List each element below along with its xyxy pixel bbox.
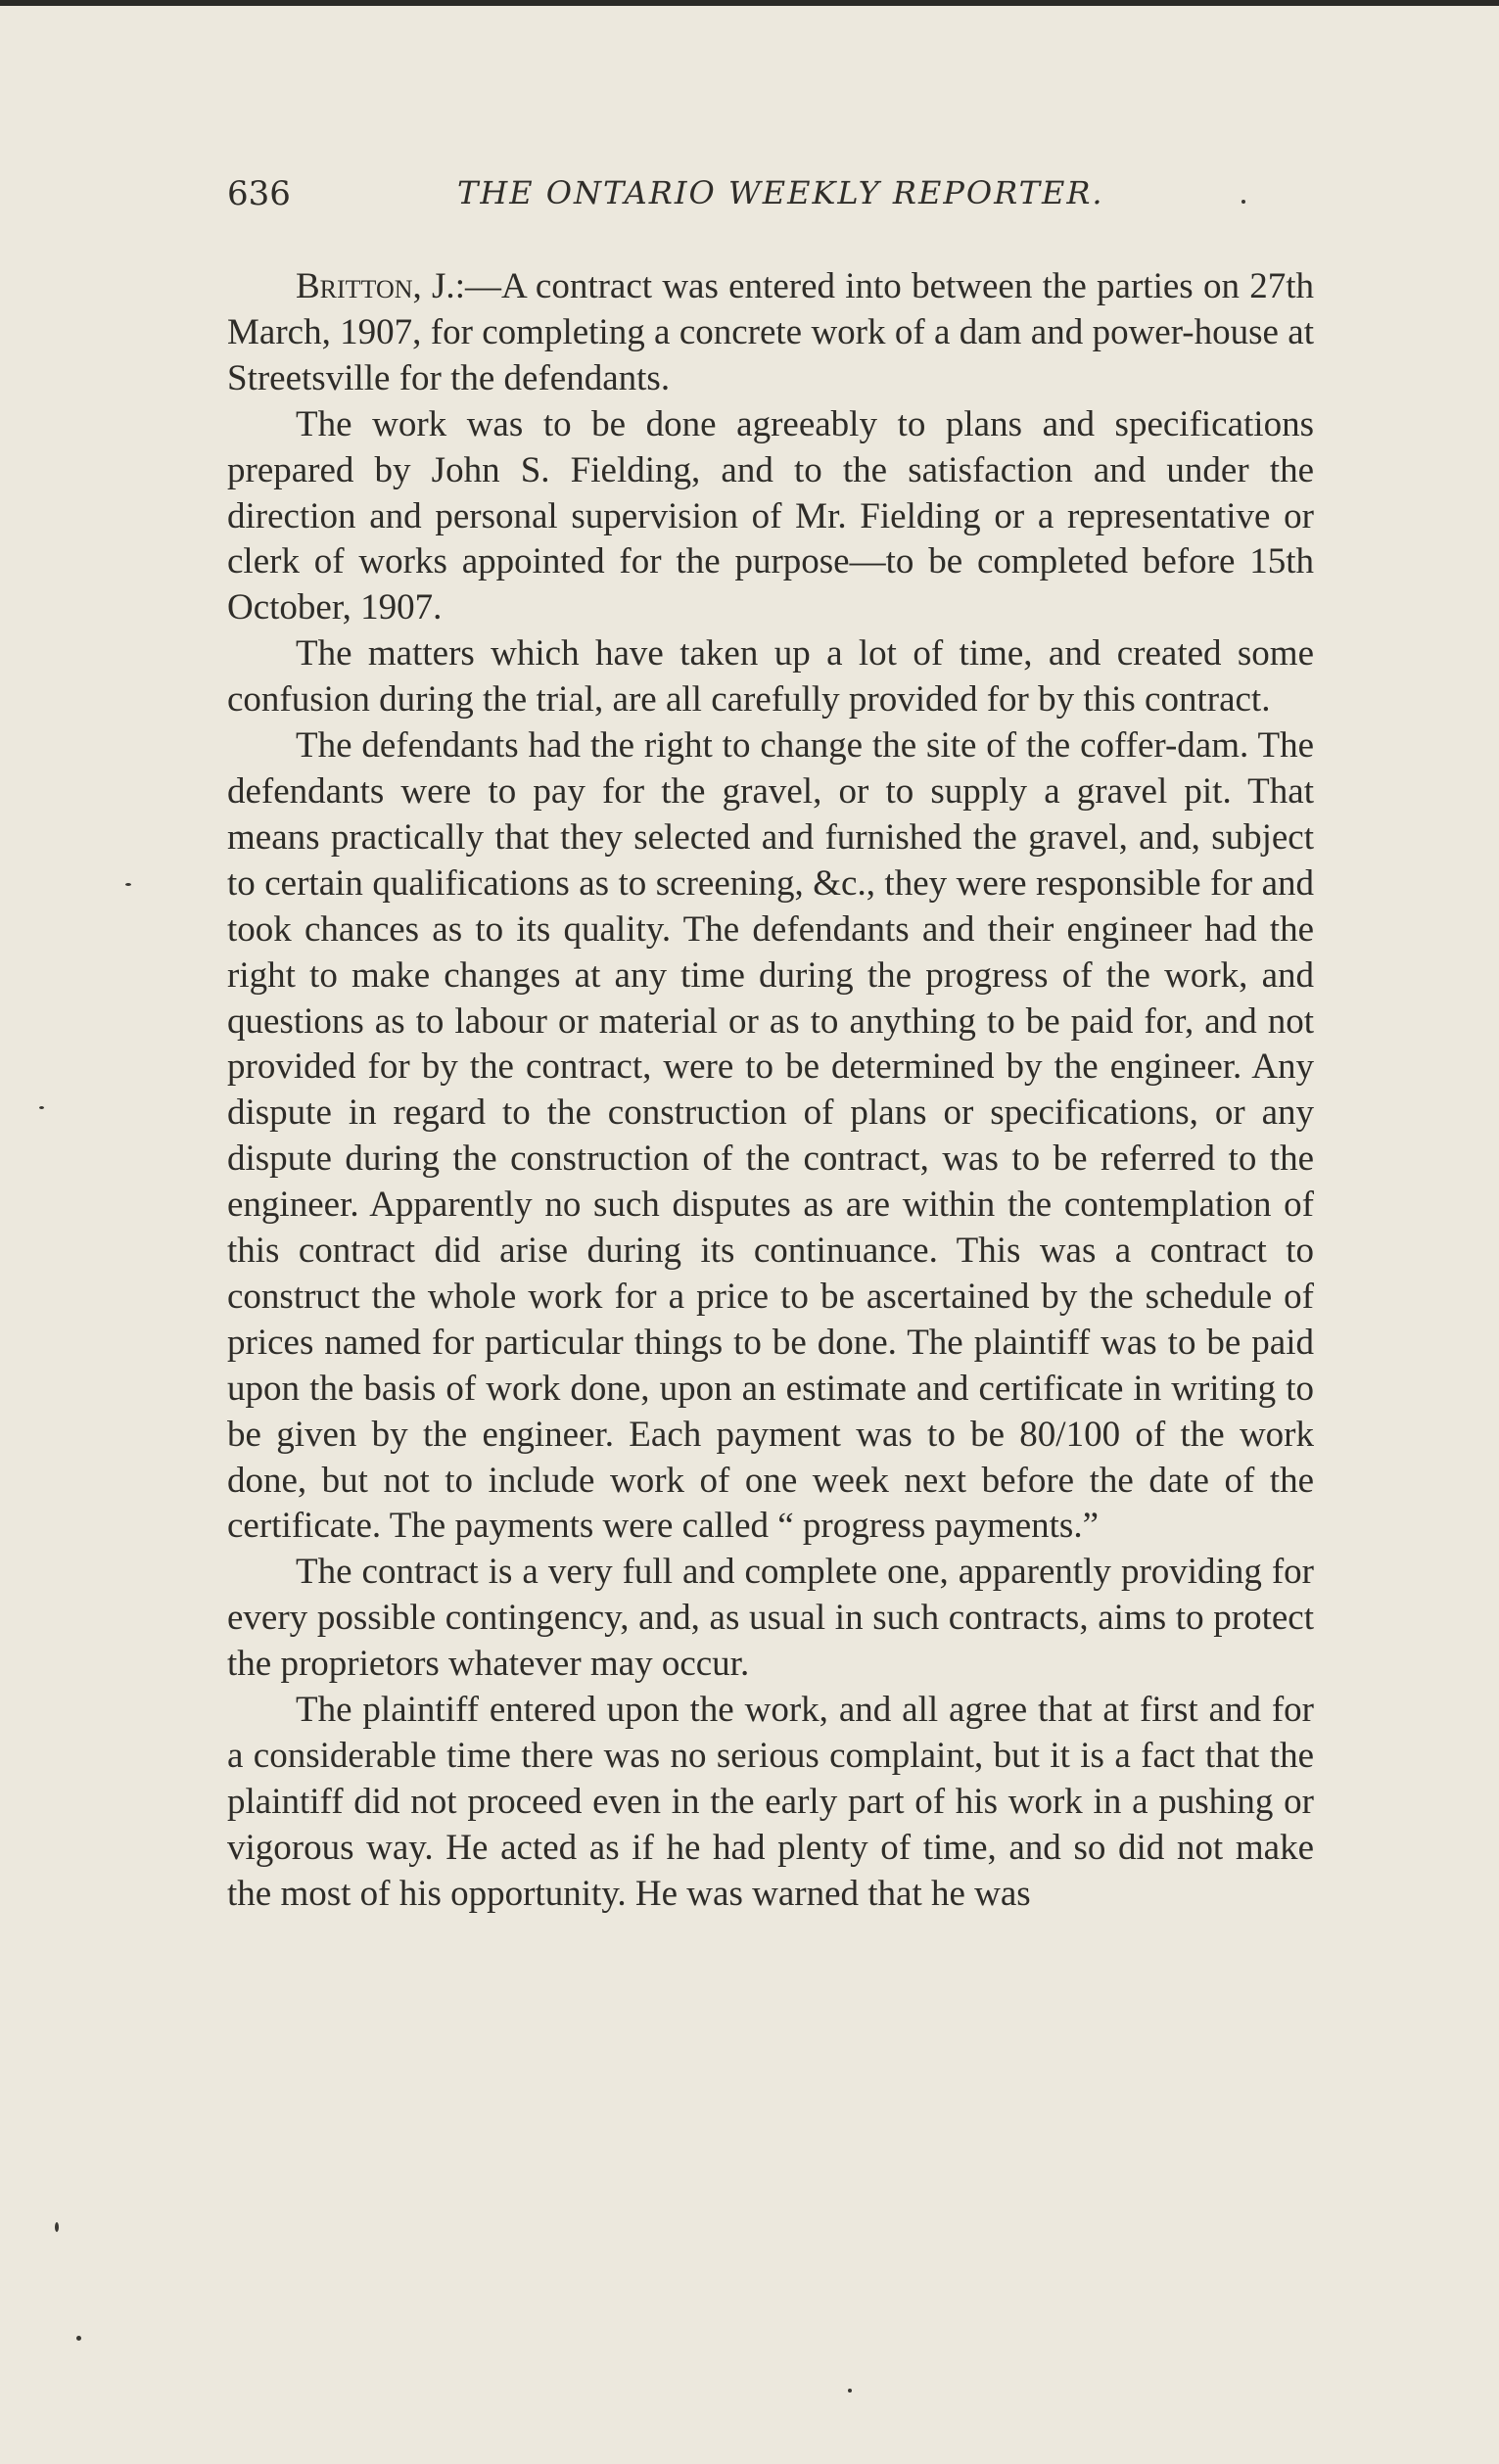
paragraph-6: The plaintiff entered upon the work, and all agree that at first and for a considerable time there was no serious complaint, but it is a fact that the plaintiff did not proceed even in the early part of his work in a pushing or vigorous way. He acted as if he had plenty of time, and so did not make the most of his opportunity. He was warned that he was bbox=[227, 1690, 1314, 1914]
margin-mark bbox=[848, 2389, 852, 2393]
running-title: THE ONTARIO WEEKLY REPORTER. bbox=[457, 174, 1104, 211]
margin-mark bbox=[125, 883, 131, 886]
body-text bbox=[227, 264, 1314, 1918]
paragraph-1 bbox=[227, 264, 1314, 402]
page-number: 636 bbox=[227, 174, 291, 213]
paragraph-3: The matters which have taken up a lot of time, and created some confusion during the trial, are all carefully provided for by this contract. bbox=[227, 633, 1314, 721]
paragraph-4: The defendants had the right to change the site of the coffer-dam. The defendants were to pay for the gravel, or to supply a gravel pit. That means practically that they selected and furnished the gravel, and, subject to certain qualifications as to screening, &c., they were responsible for and took chances as to its quality. The defendants and their engineer had the right to make changes at any time during the progress of the work, and questions as to labour or material or as to anything to be paid for, and not provided for by the contract, were to be determined by the engineer. Any dispute in regard to the construction of plans or specifications, or any dispute during the construction of the contract, was to be referred to the engineer. Apparently no such disputes as are within the contemplation of this contract did arise during its continuance. This was a contract to construct the whole work for a price to be ascertained by the schedule of prices named for particular things to be done. The plaintiff was to be paid upon the basis of work done, upon an estimate and certificate in writing to be given by the engineer. Each payment was to be 80/100 of the work done, but not to include work of one week next before the date of the certificate. The payments were called “ progress payments.” bbox=[227, 725, 1314, 1547]
margin-mark bbox=[76, 2336, 81, 2341]
margin-mark bbox=[39, 1106, 44, 1109]
margin-mark bbox=[55, 2222, 59, 2232]
judge-name: Britton, J. bbox=[296, 266, 455, 306]
margin-mark bbox=[1241, 200, 1245, 204]
page-top-edge bbox=[0, 0, 1499, 6]
page-header bbox=[227, 174, 1314, 233]
paragraph-2: The work was to be done agreeably to plans and specifications prepared by John S. Fielding, and to the satisfaction and under the direction and personal supervision of Mr. Fielding or a representative or clerk of works appointed for the purpose—to be completed before 15th October, 1907. bbox=[227, 403, 1314, 628]
paragraph-5: The contract is a very full and complete one, apparently providing for every possible contingency, and, as usual in such contracts, aims to protect the proprietors whatever may occur. bbox=[227, 1552, 1314, 1685]
paragraph-1-text: :—A contract was entered into between the parties on 27th March, 1907, for completing a concrete work of a dam and power-house at Streetsville for the defendants. bbox=[227, 266, 1314, 398]
